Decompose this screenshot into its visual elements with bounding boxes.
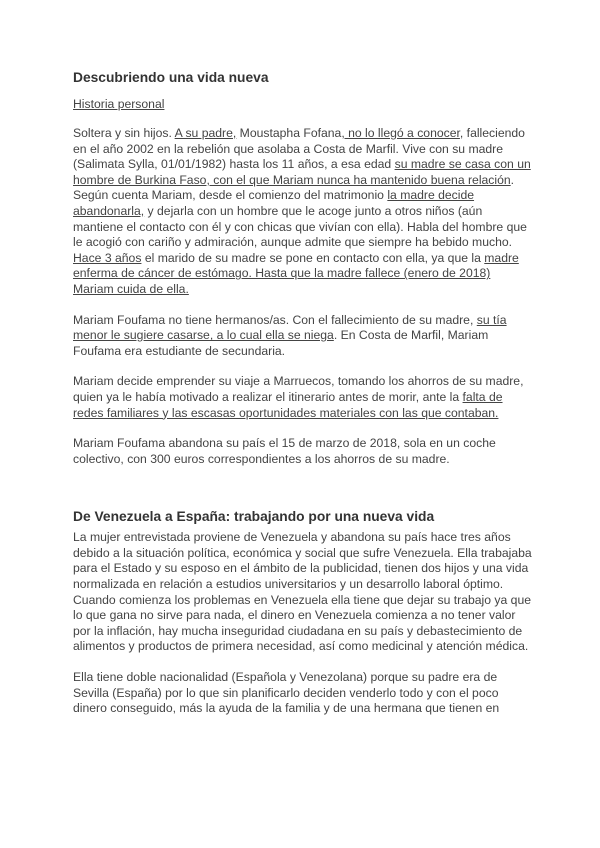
- paragraph: La mujer entrevistada proviene de Venezuela y abandona su país hace tres años debido a la situación política, económica y social que sufre Venezuela. Ella trabajaba para el Estado y su esposo en el ámbito de la publicidad, tienen dos hijos y una vida normalizada en relación a estudios universitarios y un desarrollo laboral óptimo. Cuando comienza los problemas en Venezuela ella tiene que dejar su trabajo ya que lo que gana no sirve para nada, el dinero en Venezuela comienza a no tener valor por la inflación, hay mucha inseguridad ciudadana en su país y debastecimiento de alimentos y productos de primera necesidad, así como medicinal y atención médica.: [73, 530, 532, 654]
- document-content: [73, 68, 533, 732]
- underlined-text: su madre se casa con un hombre de Burkina Faso, con el que Mariam nunca ha mantenido buena relación: [73, 157, 531, 187]
- section-venezuela-story: [73, 507, 533, 717]
- underlined-text: falta de redes familiares y las escasas oportunidades materiales con las que contaban.: [73, 389, 503, 420]
- section-title: Descubriendo una vida nueva: [73, 70, 269, 85]
- underlined-text: A su padre,: [174, 126, 237, 140]
- text-run: el marido de su madre se pone en contacto con ella, ya que la: [141, 250, 485, 265]
- paragraph: Mariam Foufama abandona su país el 15 de marzo de 2018, sola en un coche colectivo, con 300 euros correspondientes a los ahorros de su madre.: [73, 436, 496, 466]
- section-personal-story: [73, 68, 533, 467]
- text-run: Moustapha Fofana: [236, 126, 342, 140]
- paragraph: [73, 374, 533, 421]
- text-run: , falleciendo en el año 2002 en la rebelión que asolaba a Costa de Marfil. Vive con su madre (Salimata Sylla, 01/01/1982) hasta los 11 años, a esa edad: [73, 126, 525, 172]
- text-run: Mariam decide emprender su viaje a Marruecos, tomando los ahorros de su madre, quien ya le había motivado a realizar el itinerario antes de morir, ante la: [73, 374, 524, 404]
- paragraph: [73, 126, 533, 298]
- section-subtitle: Historia personal: [73, 97, 165, 111]
- text-run: . Según cuenta Mariam, desde el comienzo del matrimonio: [73, 172, 515, 203]
- text-run: y dejarla con un hombre que le acoge junto a otros niños (aún mantiene el contacto con él y con chicas que vivían con ella). Habla del hombre que le acogió con cariño y admiración, aunque admite que siempre ha bebido mucho.: [73, 203, 527, 250]
- text-run: Soltera y sin hijos.: [73, 126, 175, 140]
- underlined-text: Hace 3 años: [73, 250, 142, 265]
- paragraph: Ella tiene doble nacionalidad (Española y Venezolana) porque su padre era de Sevilla (España) por lo que sin planificarlo deciden venderlo todo y con el poco dinero conseguido, más la ayuda de la familia y de una hermana que tienen en: [73, 670, 500, 716]
- paragraph: [73, 313, 533, 360]
- underlined-text: la madre decide abandonarla,: [73, 188, 475, 218]
- section-title: De Venezuela a España: trabajando por una nueva vida: [73, 509, 435, 525]
- text-run: . En Costa de Marfil, Mariam Foufama era estudiante de secundaria.: [73, 328, 489, 358]
- underlined-text: madre enferma de cáncer de estómago. Hasta que la madre fallece (enero de 2018) Mariam cuida de ella.: [73, 250, 519, 296]
- underlined-text: su tía menor le sugiere casarse, a lo cual ella se niega: [73, 312, 507, 343]
- text-run: Mariam Foufama no tiene hermanos/as. Con el fallecimiento de su madre,: [73, 312, 477, 327]
- underlined-text: , no lo llegó a conocer: [341, 126, 460, 140]
